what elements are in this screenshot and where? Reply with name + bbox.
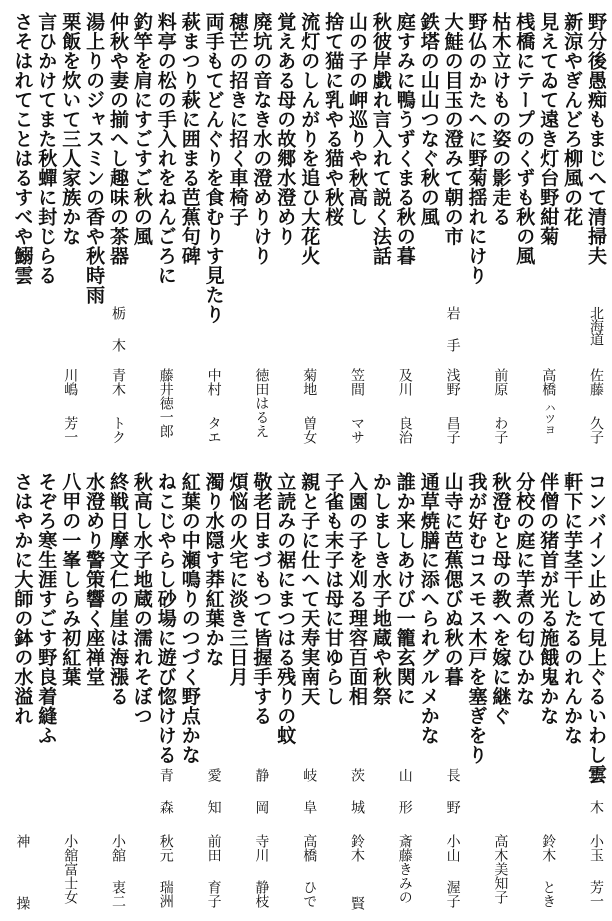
author-given-name: 曽女 [301,416,318,444]
haiku-line: 大鮭の目玉の澄みて朝の市 [441,12,464,246]
haiku-line: 伴僧の猪首が光る施餓鬼かな [537,472,560,726]
haiku-line: 入園の子を刈る理容百面相 [346,472,368,706]
haiku-line: 八甲の一峯しらみ初紅葉 [59,472,82,687]
haiku-line: 煩悩の火宅に淡き三日月 [226,472,249,687]
author-given-name: トク [110,416,126,444]
haiku-line: 廃坑の音なき水の澄めりけり [250,12,273,266]
author-given-name: 育子 [205,880,222,908]
haiku-line: 湯上りのジャスミンの香や秋時雨 [83,12,106,305]
author-surname: 川嶋 [62,368,79,396]
haiku-line: 子雀も末子は母に甘ゆらし [322,472,345,706]
haiku-line: 仲秋や妻の揃へし趣味の茶器 [107,12,129,266]
author-given-name: マサ [349,416,365,444]
author-surname: 小舘 [110,834,126,862]
author-surname: 及川 [396,368,413,396]
author-given-name: 芳一 [62,416,79,444]
author-surname: 神 [14,834,31,848]
haiku-line: 見えてゐて遠き灯台野紺菊 [537,12,560,246]
author-surname: 鈴木 [540,834,557,862]
haiku-line: 山寺に芭蕉偲びぬ秋の暮 [441,472,464,687]
haiku-line: 誰か来しあけび一籠玄関に [393,472,416,706]
haiku-line: 覚えある母の故郷水澄めり [274,12,297,246]
author-surname: 高橋 [301,834,318,862]
author-given-name: 芳一 [588,880,604,908]
author-surname: 藤井徳一郎 [157,368,174,438]
author-surname: 小玉 [588,834,604,862]
haiku-line: 両手もてどんぐりを食むりす見たり [202,12,225,324]
author-prefecture: 北海道 [588,306,604,345]
haiku-line: 釣竿を肩にすごすご秋の風 [130,12,153,246]
author-given-name: タエ [205,416,222,444]
haiku-line: 秋高し水子地蔵の濡れそぼつ [130,472,153,726]
haiku-line: 鉄塔の山山つなぐ秋の風 [417,12,440,227]
author-prefecture: 栃木 [588,768,604,832]
haiku-line: 栗飯を炊いて三人家族かな [59,12,82,246]
author-given-name: 久子 [588,416,604,444]
author-given-name: 静枝 [253,880,270,908]
haiku-line: 枯木立けもの姿の影走る [489,12,512,227]
haiku-line: そぞろ寒生涯すごす野良着縫ふ [35,472,58,745]
author-prefecture: 栃木 [110,306,126,370]
author-given-name: 瑞洲 [157,880,174,908]
author-surname: 青木 [110,368,126,396]
author-prefecture: 静岡 [253,768,270,832]
haiku-line: 通草焼膳に添へられグルメかな [417,472,440,745]
author-given-name: 衷二 [110,880,126,908]
author-prefecture: 愛知 [205,768,222,832]
author-prefecture: 山形 [396,768,413,832]
haiku-line: 我が好むコスモス木戸を塞ぎをり [465,472,488,765]
haiku-line: 分校の庭に芋煮の匂ひかな [513,472,536,706]
haiku-line: さはやかに大師の鉢の水溢れ [11,472,34,726]
author-prefecture: 長野 [444,768,461,832]
author-surname: 浅野 [444,368,461,396]
haiku-line: 庭すみに鴨うずくまる秋の暮 [393,12,416,266]
author-surname: 寺川 [253,834,270,862]
haiku-line: 終戦日摩文仁の崖は海漲る [107,472,129,706]
haiku-line: コンバイン止めて見上ぐるいわし雲 [585,472,607,784]
haiku-line: 紅葉の中瀬鳴りのつづく野点かな [178,472,201,765]
haiku-line: かしましき水子地蔵や秋祭 [369,472,392,706]
haiku-line: 野仏のかたへに野菊揺れにけり [465,12,488,285]
haiku-line: 萩まつり萩に囲まる芭蕉句碑 [178,12,201,266]
haiku-line: 野分後愚痴もまじへて清掃夫 [585,12,607,266]
author-surname: 小山 [444,834,461,862]
haiku-line: さそはれてことはるすべや鰯雲 [11,12,34,285]
haiku-line: 新涼やぎんどろ柳風の花 [561,12,584,227]
author-surname: 高木美知子 [492,834,509,904]
author-given-name: ハツヨ [543,402,557,435]
author-surname: 前田 [205,834,222,862]
haiku-line: ねこじやらし砂場に遊び惚けける [154,472,177,765]
haiku-line: 立読みの裾にまつはる残りの蚊 [274,472,297,745]
author-surname: 佐藤 [588,368,604,396]
author-given-name: 良治 [396,416,413,444]
haiku-line: 山の子の岬巡りや秋高し [346,12,368,227]
author-given-name: 昌子 [444,416,461,444]
author-surname: 徳田はるえ [253,368,270,438]
haiku-line: 敬老日まづもつて皆握手する [250,472,273,726]
author-prefecture: 青森 [157,768,174,832]
author-given-name: ひで [301,880,318,908]
author-surname: 秋元 [157,834,174,862]
author-surname: 斎藤きみの [396,834,413,904]
author-surname: 菊地 [301,368,318,396]
author-surname: 前原 [492,368,509,396]
haiku-line: 言ひかけてまた秋蟬に封じらる [35,12,58,285]
haiku-line: 親と子に仕へて天寿実南天 [298,472,321,706]
haiku-line: 秋彼岸戯れ言入れて説く法話 [369,12,392,266]
haiku-line: 捨て猫に乳やる猫や秋桜 [322,12,345,227]
author-surname: 笠間 [349,368,365,396]
author-given-name: 賢 [349,896,365,910]
author-surname: 中村 [205,368,222,396]
author-surname: 小舘富士女 [62,834,79,904]
author-surname: 高橋 [540,368,557,396]
author-given-name: 操 [14,896,31,910]
haiku-line: 流灯のしんがりを追ひ大花火 [298,12,321,266]
author-surname: 鈴木 [349,834,365,862]
haiku-line: 軒下に芋茎干したるのれんかな [561,472,584,745]
author-prefecture: 岐阜 [301,768,318,832]
author-given-name: とき [540,880,557,908]
haiku-line: 穂芒の招きに招く車椅子 [226,12,249,227]
haiku-line: 秋澄むと母の教へを嫁に継ぐ [489,472,512,726]
author-prefecture: 岩手 [444,306,461,370]
haiku-line: 料亭の松の手入れをねんごろに [154,12,177,285]
author-given-name: 渥子 [444,880,461,908]
haiku-line: 桟橋にテープのくずも秋の風 [513,12,536,266]
author-given-name: わ子 [492,416,509,444]
author-prefecture: 茨城 [349,768,365,832]
haiku-line: 水澄めり警策響く座禅堂 [83,472,106,687]
haiku-line: 濁り水隠す莽紅葉かな [202,472,225,667]
